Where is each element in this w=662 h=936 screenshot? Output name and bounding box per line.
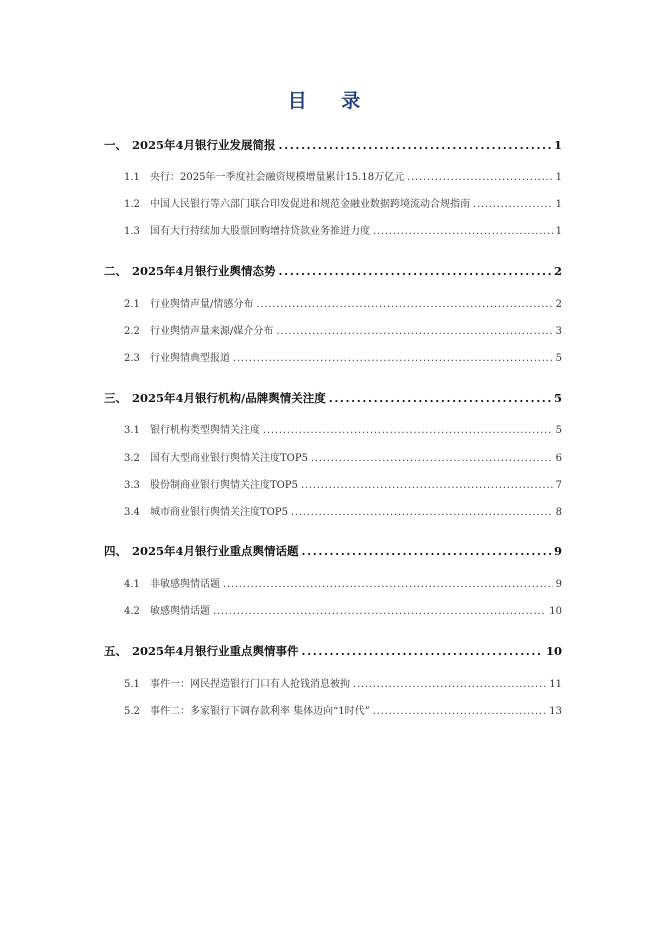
toc-text: 敏感舆情话题 [150,606,210,617]
toc-leader [407,172,553,183]
toc-subsection-2-3[interactable] [124,349,562,364]
toc-number: 4.1 [124,579,140,590]
toc-text: 事件一：网民捏造银行门口有人抢钱消息被拘 [150,679,350,690]
toc-leader [263,425,553,436]
toc-page: 5 [555,425,562,436]
toc-text: 股份制商业银行舆情关注度TOP5 [150,480,298,491]
toc-leader [301,480,553,491]
toc-subsection-3-1[interactable] [124,421,562,436]
toc-leader [302,644,543,658]
toc-number: 5.1 [124,679,140,690]
toc-text: 2025年4月银行业舆情态势 [132,264,276,278]
toc-number: 2.3 [124,353,140,364]
toc-page: 10 [545,644,562,658]
toc-leader [373,706,547,717]
toc-number: 3.1 [124,425,140,436]
toc-page: 5 [553,391,562,405]
toc-text: 2025年4月银行业重点舆情话题 [132,544,299,558]
toc-subsection-3-4[interactable] [124,503,562,518]
toc-number: 3.2 [124,453,140,464]
toc-page: 3 [555,326,562,337]
toc-text: 银行机构类型舆情关注度 [150,425,260,436]
toc-text: 国有大行持续加大股票回购增持贷款业务推进力度 [150,226,370,237]
toc-section-1[interactable] [104,137,562,153]
toc-number: 四、 [104,544,127,558]
toc-page: 1 [555,226,562,237]
toc-subsection-4-2[interactable] [124,602,562,617]
toc-leader [223,579,553,590]
toc-subsection-4-1[interactable] [124,575,562,590]
toc-title: 目 录 [287,90,375,112]
toc-subsection-3-3[interactable] [124,476,562,491]
toc-leader [311,453,553,464]
toc-number: 3.4 [124,507,140,518]
toc-number: 4.2 [124,606,140,617]
toc-page: 9 [553,544,562,558]
toc-text: 行业舆情声量来源/媒介分布 [150,326,274,337]
toc-number: 五、 [104,644,127,658]
toc-page: 8 [555,507,562,518]
toc-number: 三、 [104,391,127,405]
toc-text: 行业舆情典型报道 [150,353,230,364]
toc-subsection-5-1[interactable] [124,675,562,690]
toc-subsection-1-3[interactable] [124,222,562,237]
toc-page: 7 [555,480,562,491]
toc-leader [279,138,551,152]
toc-leader [302,544,551,558]
toc-section-3[interactable] [104,390,562,406]
toc-leader [279,264,551,278]
toc-section-2[interactable] [104,263,562,279]
toc-text: 2025年4月银行业发展简报 [132,138,276,152]
toc-leader [213,606,546,617]
toc-subsection-1-1[interactable] [124,168,562,183]
toc-subsection-2-2[interactable] [124,322,562,337]
toc-leader [256,299,552,310]
toc-page: 2 [553,264,562,278]
toc-text: 2025年4月银行机构/品牌舆情关注度 [132,391,326,405]
toc-page: 11 [549,679,562,690]
toc-text: 中国人民银行等六部门联合印发促进和规范金融业数据跨境流动合规指南 [150,199,470,210]
toc-text: 2025年4月银行业重点舆情事件 [132,644,299,658]
toc-section-5[interactable] [104,643,562,659]
toc-leader [373,226,553,237]
toc-number: 1.1 [124,172,140,183]
toc-page: 2 [555,299,562,310]
toc-page: 13 [549,706,562,717]
toc-number: 一、 [104,138,127,152]
toc-text: 非敏感舆情话题 [150,579,220,590]
toc-text: 国有大型商业银行舆情关注度TOP5 [150,453,308,464]
toc-number: 5.2 [124,706,140,717]
toc-text: 城市商业银行舆情关注度TOP5 [150,507,288,518]
toc-text: 事件二：多家银行下调存款利率 集体迈向“1时代” [150,706,370,717]
toc-leader [353,679,546,690]
toc-leader [233,353,553,364]
toc-leader [276,326,552,337]
toc-subsection-2-1[interactable] [124,295,562,310]
toc-number: 1.2 [124,199,140,210]
toc-page: 9 [555,579,562,590]
toc-page: 1 [555,172,562,183]
toc-subsection-3-2[interactable] [124,449,562,464]
toc-number: 2.1 [124,299,140,310]
toc-page: 1 [553,138,562,152]
toc-subsection-5-2[interactable] [124,702,562,717]
toc-page: 10 [549,606,562,617]
toc-number: 二、 [104,264,127,278]
toc-section-4[interactable] [104,543,562,559]
toc-number: 2.2 [124,326,140,337]
toc-number: 1.3 [124,226,140,237]
toc-page: 5 [555,353,562,364]
toc-leader [473,199,553,210]
toc-text: 行业舆情声量/情感分布 [150,299,254,310]
toc-page: 1 [555,199,562,210]
toc-leader [329,391,551,405]
toc-subsection-1-2[interactable] [124,195,562,210]
toc-number: 3.3 [124,480,140,491]
toc-leader [291,507,553,518]
toc-page: 6 [555,453,562,464]
toc-text: 央行：2025年一季度社会融资规模增量累计15.18万亿元 [150,172,405,183]
